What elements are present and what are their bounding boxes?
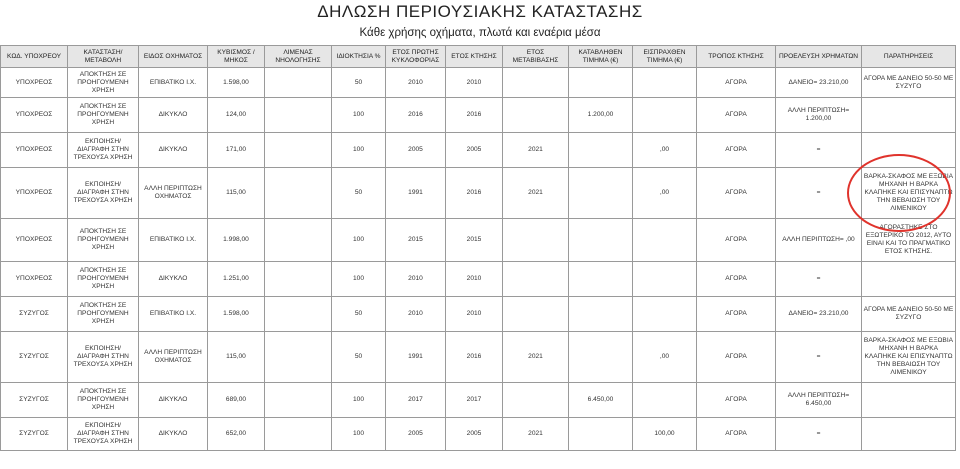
table-cell: ΣΥΖΥΓΟΣ: [1, 297, 68, 332]
table-body: [1, 68, 956, 451]
table-cell: 1.598,00: [208, 297, 265, 332]
table-cell: ,00: [633, 168, 697, 219]
table-cell: 50: [332, 332, 386, 383]
col-header: ΠΡΟΕΛΕΥΣΗ ΧΡΗΜΑΤΩΝ: [776, 46, 862, 68]
table-cell: ΑΠΟΚΤΗΣΗ ΣΕ ΠΡΟΗΓΟΥΜΕΝΗ ΧΡΗΣΗ: [68, 68, 139, 98]
table-cell: 100: [332, 133, 386, 168]
table-cell: 2005: [446, 418, 503, 451]
table-cell: [569, 297, 633, 332]
table-cell: ΑΠΟΚΤΗΣΗ ΣΕ ΠΡΟΗΓΟΥΜΕΝΗ ΧΡΗΣΗ: [68, 383, 139, 418]
table-cell: ΔΙΚΥΚΛΟ: [139, 98, 208, 133]
table-cell: [633, 98, 697, 133]
table-cell: [503, 297, 569, 332]
table-cell: [265, 98, 332, 133]
table-cell: ΕΚΠΟΙΗΣΗ/ΔΙΑΓΡΑΦΗ ΣΤΗΝ ΤΡΕΧΟΥΣΑ ΧΡΗΣΗ: [68, 168, 139, 219]
table-cell: 124,00: [208, 98, 265, 133]
table-cell: [265, 68, 332, 98]
table-cell: [569, 68, 633, 98]
table-cell: ΑΠΟΚΤΗΣΗ ΣΕ ΠΡΟΗΓΟΥΜΕΝΗ ΧΡΗΣΗ: [68, 297, 139, 332]
table-cell: ΑΓΟΡΑ: [697, 219, 776, 262]
table-cell: 2015: [446, 219, 503, 262]
col-header: ΚΩΔ. ΥΠΟΧΡΕΟΥ: [1, 46, 68, 68]
table-cell: [503, 219, 569, 262]
table-row: [1, 219, 956, 262]
table-cell: ΔΑΝΕΙΟ= 23.210,00: [776, 297, 862, 332]
table-cell: [265, 332, 332, 383]
table-row: [1, 332, 956, 383]
table-cell: ΑΓΟΡΑ: [697, 98, 776, 133]
col-header: ΚΥΒΙΣΜΟΣ / ΜΗΚΟΣ: [208, 46, 265, 68]
table-cell: [503, 383, 569, 418]
table-cell: [569, 133, 633, 168]
table-cell: ,00: [633, 133, 697, 168]
col-header: ΚΑΤΑΣΤΑΣΗ/ ΜΕΤΑΒΟΛΗ: [68, 46, 139, 68]
table-cell: 50: [332, 68, 386, 98]
table-cell: 2005: [386, 133, 446, 168]
table-row: [1, 262, 956, 297]
table-row: [1, 133, 956, 168]
table-cell: ΣΥΖΥΓΟΣ: [1, 418, 68, 451]
table-row: [1, 168, 956, 219]
table-cell: [633, 297, 697, 332]
table-cell: [569, 168, 633, 219]
table-row: [1, 98, 956, 133]
assets-table: [0, 45, 956, 451]
col-header: ΕΙΣΠΡΑΧΘΕΝ ΤΙΜΗΜΑ (€): [633, 46, 697, 68]
table-cell: 171,00: [208, 133, 265, 168]
table-cell: ΥΠΟΧΡΕΟΣ: [1, 68, 68, 98]
table-cell: 100: [332, 219, 386, 262]
header-row: [1, 46, 956, 68]
col-header: ΤΡΟΠΟΣ ΚΤΗΣΗΣ: [697, 46, 776, 68]
table-cell: ΑΓΟΡΑ: [697, 383, 776, 418]
table-cell: 1.200,00: [569, 98, 633, 133]
table-cell: ΑΓΟΡΑ ΜΕ ΔΑΝΕΙΟ 50-50 ΜΕ ΣΥΖΥΓΟ: [862, 68, 956, 98]
table-cell: 50: [332, 168, 386, 219]
col-header: ΕΤΟΣ ΠΡΩΤΗΣ ΚΥΚΛΟΦΟΡΙΑΣ: [386, 46, 446, 68]
table-cell: [569, 262, 633, 297]
table-cell: 1991: [386, 168, 446, 219]
table-cell: 100: [332, 262, 386, 297]
table-cell: ,00: [633, 332, 697, 383]
page-subtitle: Κάθε χρήσης οχήματα, πλωτά και εναέρια μέσα: [359, 27, 601, 39]
table-cell: 2016: [446, 168, 503, 219]
table-cell: =: [776, 262, 862, 297]
table-cell: 2016: [446, 98, 503, 133]
table-cell: ΕΚΠΟΙΗΣΗ/ΔΙΑΓΡΑΦΗ ΣΤΗΝ ΤΡΕΧΟΥΣΑ ΧΡΗΣΗ: [68, 332, 139, 383]
table-cell: 2015: [386, 219, 446, 262]
table-cell: 115,00: [208, 332, 265, 383]
table-cell: ΔΙΚΥΚΛΟ: [139, 418, 208, 451]
table-cell: 2017: [446, 383, 503, 418]
table-cell: 689,00: [208, 383, 265, 418]
table-cell: ΔΙΚΥΚΛΟ: [139, 383, 208, 418]
table-cell: [265, 262, 332, 297]
table-cell: [862, 383, 956, 418]
table-cell: ΑΓΟΡΑ ΜΕ ΔΑΝΕΙΟ 50-50 ΜΕ ΣΥΖΥΓΟ: [862, 297, 956, 332]
table-cell: 100: [332, 383, 386, 418]
table-cell: ΥΠΟΧΡΕΟΣ: [1, 262, 68, 297]
table-cell: ΕΠΙΒΑΤΙΚΟ Ι.Χ.: [139, 68, 208, 98]
table-cell: 2005: [386, 418, 446, 451]
table-cell: ΑΠΟΚΤΗΣΗ ΣΕ ΠΡΟΗΓΟΥΜΕΝΗ ΧΡΗΣΗ: [68, 262, 139, 297]
table-cell: =: [776, 168, 862, 219]
table-cell: [503, 262, 569, 297]
table-cell: 2016: [446, 332, 503, 383]
col-header: ΛΙΜΕΝΑΣ ΝΗΟΛΟΓΗΣΗΣ: [265, 46, 332, 68]
table-cell: ΑΓΟΡΑ: [697, 133, 776, 168]
table-cell: ΒΑΡΚΑ-ΣΚΑΦΟΣ ΜΕ ΕΞΩΒΙΑ ΜΗΧΑΝΗ Η ΒΑΡΚΑ ΚΛΑΠΗΚΕ ΚΑΙ ΕΠΙΣΥΝΑΠΤΩ ΤΗΝ ΒΕΒΑΙΩΣΗ ΤΟΥ ΛΙΜΕΝΙΚΟΥ: [862, 168, 956, 219]
table-cell: [633, 383, 697, 418]
table-cell: [862, 262, 956, 297]
table-cell: 1.998,00: [208, 219, 265, 262]
table-cell: 2010: [386, 297, 446, 332]
table-cell: [265, 168, 332, 219]
table-cell: ΕΠΙΒΑΤΙΚΟ Ι.Χ.: [139, 219, 208, 262]
table-cell: [633, 219, 697, 262]
table-cell: ΑΠΟΚΤΗΣΗ ΣΕ ΠΡΟΗΓΟΥΜΕΝΗ ΧΡΗΣΗ: [68, 98, 139, 133]
table-cell: 1991: [386, 332, 446, 383]
table-cell: ΑΛΛΗ ΠΕΡΙΠΤΩΣΗ= 6.450,00: [776, 383, 862, 418]
table-cell: 2021: [503, 168, 569, 219]
table-cell: =: [776, 133, 862, 168]
table-row: [1, 68, 956, 98]
table-row: [1, 383, 956, 418]
table-cell: 2010: [446, 262, 503, 297]
table-cell: ΔΙΚΥΚΛΟ: [139, 262, 208, 297]
table-cell: =: [776, 332, 862, 383]
table-cell: 2010: [386, 262, 446, 297]
table-cell: ΣΥΖΥΓΟΣ: [1, 383, 68, 418]
table-cell: 115,00: [208, 168, 265, 219]
table-cell: ΥΠΟΧΡΕΟΣ: [1, 168, 68, 219]
table-cell: ΑΛΛΗ ΠΕΡΙΠΤΩΣΗ ΟΧΗΜΑΤΟΣ: [139, 332, 208, 383]
table-cell: [569, 332, 633, 383]
table-cell: ΣΥΖΥΓΟΣ: [1, 332, 68, 383]
table-cell: ΕΠΙΒΑΤΙΚΟ Ι.Χ.: [139, 297, 208, 332]
table-cell: ΑΠΟΚΤΗΣΗ ΣΕ ΠΡΟΗΓΟΥΜΕΝΗ ΧΡΗΣΗ: [68, 219, 139, 262]
table-cell: 2010: [446, 297, 503, 332]
table-cell: ΔΑΝΕΙΟ= 23.210,00: [776, 68, 862, 98]
table-cell: [265, 219, 332, 262]
table-cell: 100: [332, 418, 386, 451]
page-title: ΔΗΛΩΣΗ ΠΕΡΙΟΥΣΙΑΚΗΣ ΚΑΤΑΣΤΑΣΗΣ: [317, 2, 643, 21]
table-cell: [633, 68, 697, 98]
table-cell: [265, 133, 332, 168]
table-cell: 2005: [446, 133, 503, 168]
table-cell: ΒΑΡΚΑ-ΣΚΑΦΟΣ ΜΕ ΕΞΩΒΙΑ ΜΗΧΑΝΗ Η ΒΑΡΚΑ ΚΛΑΠΗΚΕ ΚΑΙ ΕΠΙΣΥΝΑΠΤΩ ΤΗΝ ΒΕΒΑΙΩΣΗ ΤΟΥ ΛΙΜΕΝΙΚΟΥ: [862, 332, 956, 383]
table-cell: 50: [332, 297, 386, 332]
table-cell: =: [776, 418, 862, 451]
table-cell: 2021: [503, 133, 569, 168]
table-cell: 2010: [446, 68, 503, 98]
table-cell: [862, 98, 956, 133]
table-cell: 2010: [386, 68, 446, 98]
table-cell: ΑΛΛΗ ΠΕΡΙΠΤΩΣΗ= ,00: [776, 219, 862, 262]
col-header: ΕΙΔΟΣ ΟΧΗΜΑΤΟΣ: [139, 46, 208, 68]
table-cell: 2021: [503, 332, 569, 383]
table-cell: [503, 98, 569, 133]
table-cell: 2021: [503, 418, 569, 451]
table-cell: ΑΛΛΗ ΠΕΡΙΠΤΩΣΗ ΟΧΗΜΑΤΟΣ: [139, 168, 208, 219]
table-cell: 2016: [386, 98, 446, 133]
table-cell: ΑΓΟΡΑ: [697, 297, 776, 332]
table-cell: 1.251,00: [208, 262, 265, 297]
table-cell: 2017: [386, 383, 446, 418]
table-cell: 652,00: [208, 418, 265, 451]
table-cell: [265, 418, 332, 451]
table-cell: [862, 133, 956, 168]
table-cell: ΥΠΟΧΡΕΟΣ: [1, 133, 68, 168]
table-cell: ΑΓΟΡΑ: [697, 168, 776, 219]
table-cell: [265, 383, 332, 418]
table-cell: ΑΓΟΡΑ: [697, 332, 776, 383]
table-cell: [265, 297, 332, 332]
table-cell: ΑΓΟΡΑΣΤΗΚΕ ΣΤΟ ΕΞΩΤΕΡΙΚΟ ΤΟ 2012, ΑΥΤΟ ΕΙΝΑΙ ΚΑΙ ΤΟ ΠΡΑΓΜΑΤΙΚΟ ΕΤΟΣ ΚΤΗΣΗΣ.: [862, 219, 956, 262]
col-header: ΠΑΡΑΤΗΡΗΣΕΙΣ: [862, 46, 956, 68]
table-row: [1, 297, 956, 332]
table-cell: ΔΙΚΥΚΛΟ: [139, 133, 208, 168]
col-header: ΕΤΟΣ ΚΤΗΣΗΣ: [446, 46, 503, 68]
table-cell: ΑΓΟΡΑ: [697, 262, 776, 297]
table-cell: [569, 418, 633, 451]
table-cell: ΕΚΠΟΙΗΣΗ/ΔΙΑΓΡΑΦΗ ΣΤΗΝ ΤΡΕΧΟΥΣΑ ΧΡΗΣΗ: [68, 418, 139, 451]
table-row: [1, 418, 956, 451]
table-cell: 100: [332, 98, 386, 133]
table-cell: 100,00: [633, 418, 697, 451]
table-cell: ΑΓΟΡΑ: [697, 418, 776, 451]
table-cell: [569, 219, 633, 262]
table-cell: [633, 262, 697, 297]
col-header: ΕΤΟΣ ΜΕΤΑΒΙΒΑΣΗΣ: [503, 46, 569, 68]
col-header: ΙΔΙΟΚΤΗΣΙΑ %: [332, 46, 386, 68]
col-header: ΚΑΤΑΒΛΗΘΕΝ ΤΙΜΗΜΑ (€): [569, 46, 633, 68]
table-cell: [503, 68, 569, 98]
table-cell: ΥΠΟΧΡΕΟΣ: [1, 98, 68, 133]
table-cell: ΑΛΛΗ ΠΕΡΙΠΤΩΣΗ= 1.200,00: [776, 98, 862, 133]
table-cell: 6.450,00: [569, 383, 633, 418]
table-cell: ΕΚΠΟΙΗΣΗ/ΔΙΑΓΡΑΦΗ ΣΤΗΝ ΤΡΕΧΟΥΣΑ ΧΡΗΣΗ: [68, 133, 139, 168]
table-cell: ΑΓΟΡΑ: [697, 68, 776, 98]
table-cell: ΥΠΟΧΡΕΟΣ: [1, 219, 68, 262]
table-cell: 1.598,00: [208, 68, 265, 98]
table-cell: [862, 418, 956, 451]
